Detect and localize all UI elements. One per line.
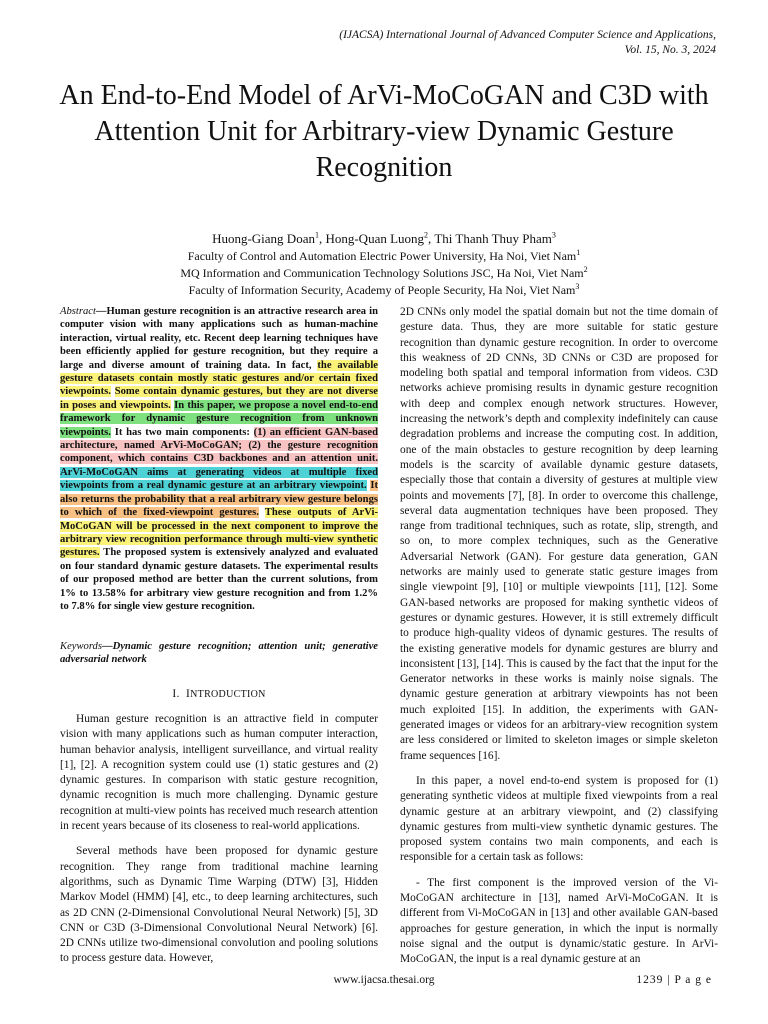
page-number: 1239 | P a g e <box>636 974 712 986</box>
abstract-label: Abstract <box>60 306 96 317</box>
affiliation-sup: 2 <box>583 265 588 274</box>
author-sup: 3 <box>551 230 556 240</box>
section-initial: I <box>186 688 191 700</box>
highlight-green: In this paper, we propose a novel end-to-end framework for dynamic gesture recognition from unknown viewpoints. <box>60 399 378 438</box>
paragraph: 2D CNNs only model the spatial domain but not the time domain of gesture data. Thus, they are more suitable for static gesture recognition than dynamic gesture recognition. In order to overcome this weakness of 2D CNNs, 3D CNNs or C3D are proposed for modeling both spatial and temporal information from videos. C3D networks achieve promising results in dynamic gesture recognition with deep and complex enough network structures. However, increasing the network’s depth and complexity indefinitely can cause degradation problems and increase the computing cost. In addition, one of the main obstacles to gesture recognition by deep learning models is the scarcity of available dynamic gesture datasets, especially those that contain a diversity of gestures at multiple view points and movements [7], [8]. In order to overcome this challenge, several data augmentation techniques have been proposed. They range from traditional techniques, such as rotate, slip, strength, and so on, to more complex techniques, such as the Generative Adversarial Network (GAN). For gesture data generation, GAN networks are mainly used to generate static gesture images from single viewpoint [9], [10] or multiple viewpoints [11], [12]. Some GAN-based networks are proposed for making synthetic videos of gestures or dynamic gestures. However, it is still extremely difficult to produce high-quality videos of dynamic gestures. The results of the existing generative models for dynamic gestures are blurry and inconsistent [13], [14]. This is caused by the fact that the input for the Generator networks in these works is mainly noise signals. The dynamic gesture generation at arbitrary viewpoints has not been much exploited [15]. In addition, the experiments with GAN-generated images or videos for an arbitrary-view recognition system are less considered or limited to skeleton images or simple skeleton frame sequences [16]. <box>400 306 718 762</box>
affiliation-sup: 3 <box>575 282 580 291</box>
abstract-text: It has two main components: <box>110 426 254 438</box>
paragraph: Several methods have been proposed for dynamic gesture recognition. They range from traditional machine learning algorithms, such as Dynamic Time Warping (DTW) [3], Hidden Markov Model (HMM) [4], etc., to deep learning architectures, such as 2D CNN (2-Dimensional Convolutional Neural Network) [5], 3D CNN or C3D (3-Dimensional Convolutional Neural Network) [6]. 2D CNNs utilize two-dimensional convolution and pooling solutions to process gesture data. However, <box>60 845 378 965</box>
footer-url: www.ijacsa.thesai.org <box>333 974 435 986</box>
affiliation-sup: 1 <box>576 248 581 257</box>
highlight-yellow: Some contain dynamic gestures, but they are not diverse in poses and viewpoints. <box>60 386 378 411</box>
journal-volume: Vol. 15, No. 3, 2024 <box>624 44 716 56</box>
keywords-dash: — <box>101 641 113 652</box>
paragraph: - The first component is the improved version of the Vi-MoCoGAN architecture in [13], named ArVi-MoCoGAN. It is different from Vi-MoCoGAN in [13] and other available GAN-based approaches for gesture generation, in which the input is normally noise signal and the output is dynamic/static gesture. In ArVi-MoCoGAN, the input is a real dynamic gesture at an <box>400 876 718 966</box>
highlight-yellow: the available gesture datasets contain mostly static gestures and/or certain fixed viewpoints. <box>60 359 378 398</box>
affiliation-text: Faculty of Information Security, Academy of People Security, Ha Noi, Viet Nam <box>188 283 576 297</box>
paragraph: In this paper, a novel end-to-end system is proposed for (1) generating synthetic videos at multiple fixed viewpoints from a real dynamic gesture at an arbitrary viewpoint, and (2) classifying dynamic gestures from multi-view synthetic dynamic gestures. The proposed system contains two main components, and each is responsible for a certain task as follows: <box>400 774 718 864</box>
abstract-text: Human gesture recognition is an attractive research area in computer vision with many applications such as human-machine interaction, virtual reality, etc. Recent deep learning techniques have been efficiently applied for gesture recognition, but they require a large and diverse amount of training data. In fact, <box>60 306 378 371</box>
affiliation <box>40 265 728 282</box>
abstract-dash: — <box>95 306 107 317</box>
abstract <box>60 305 378 613</box>
section-heading <box>60 688 378 700</box>
keywords-label: Keywords <box>60 641 102 652</box>
keywords <box>60 640 378 667</box>
highlight-cyan: ArVi-MoCoGAN aims at generating videos at multiple fixed viewpoints from a real dynamic gesture at an arbitrary viewpoint. <box>60 466 378 492</box>
affiliation <box>40 248 728 265</box>
paper-title: An End-to-End Model of ArVi-MoCoGAN and C3D with Attention Unit for Arbitrary-view Dynamic Gesture Recognition <box>59 80 709 183</box>
paragraph: Human gesture recognition is an attractive field in computer vision with many applications such as human computer interaction, human behavior analysis, intelligent surveillance, and virtual reality [1], [2]. A recognition system could use (1) static gestures and (2) dynamic gestures. In comparison with static gesture recognition, dynamic recognition is much more challenging. Dynamic gesture recognition at multi-view points has received much research attention in recent years because of its closeness to real-world applications. <box>60 713 378 833</box>
affiliation-text: Faculty of Control and Automation Electric Power University, Ha Noi, Viet Nam <box>187 249 577 263</box>
author-name: Hong-Quan Luong <box>325 231 425 246</box>
author-name: Huong-Giang Doan <box>212 231 315 246</box>
journal-name: (IJACSA) International Journal of Advanced Computer Science and Applications, <box>339 29 716 41</box>
highlight-pink: (1) an efficient GAN-based architecture, named ArVi-MoCoGAN; (2) the gesture recognition component, which contains C3D backbones and an attention unit. <box>60 426 378 465</box>
author-sup: 1 <box>314 230 319 240</box>
author-sup: 2 <box>424 230 429 240</box>
highlight-orange: It also returns the probability that a real arbitrary view gesture belongs to which of the fixed-viewpoint gestures. <box>60 480 378 519</box>
section-rest: NTRODUCTION <box>190 689 266 700</box>
affiliation-text: MQ Information and Communication Technology Solutions JSC, Ha Noi, Viet Nam <box>180 266 584 280</box>
affiliation <box>40 282 728 299</box>
right-column <box>400 305 718 967</box>
left-column <box>60 712 378 967</box>
author-name: Thi Thanh Thuy Pham <box>434 231 552 246</box>
author-list: Huong-Giang Doan$^1$, Hong-Quan Luong$^2$, Thi Thanh Thuy Pham$^3$ <box>212 230 556 246</box>
running-header <box>339 28 716 58</box>
highlight-yellow: These outputs of ArVi-MoCoGAN will be processed in the next component to improve the arbitrary view recognition performance through multi-view synthetic gestures. <box>60 507 378 559</box>
keywords-text: Dynamic gesture recognition; attention unit; generative adversarial network <box>60 641 378 666</box>
abstract-text: The proposed system is extensively analyzed and evaluated on four standard dynamic gesture datasets. The experimental results of our proposed method are better than the current solutions, from 1% to 13.58% for arbitrary view gesture recognition and from 1.2% to 7.8% for single view gesture recognition. <box>60 547 378 612</box>
section-number: I. <box>172 688 180 700</box>
